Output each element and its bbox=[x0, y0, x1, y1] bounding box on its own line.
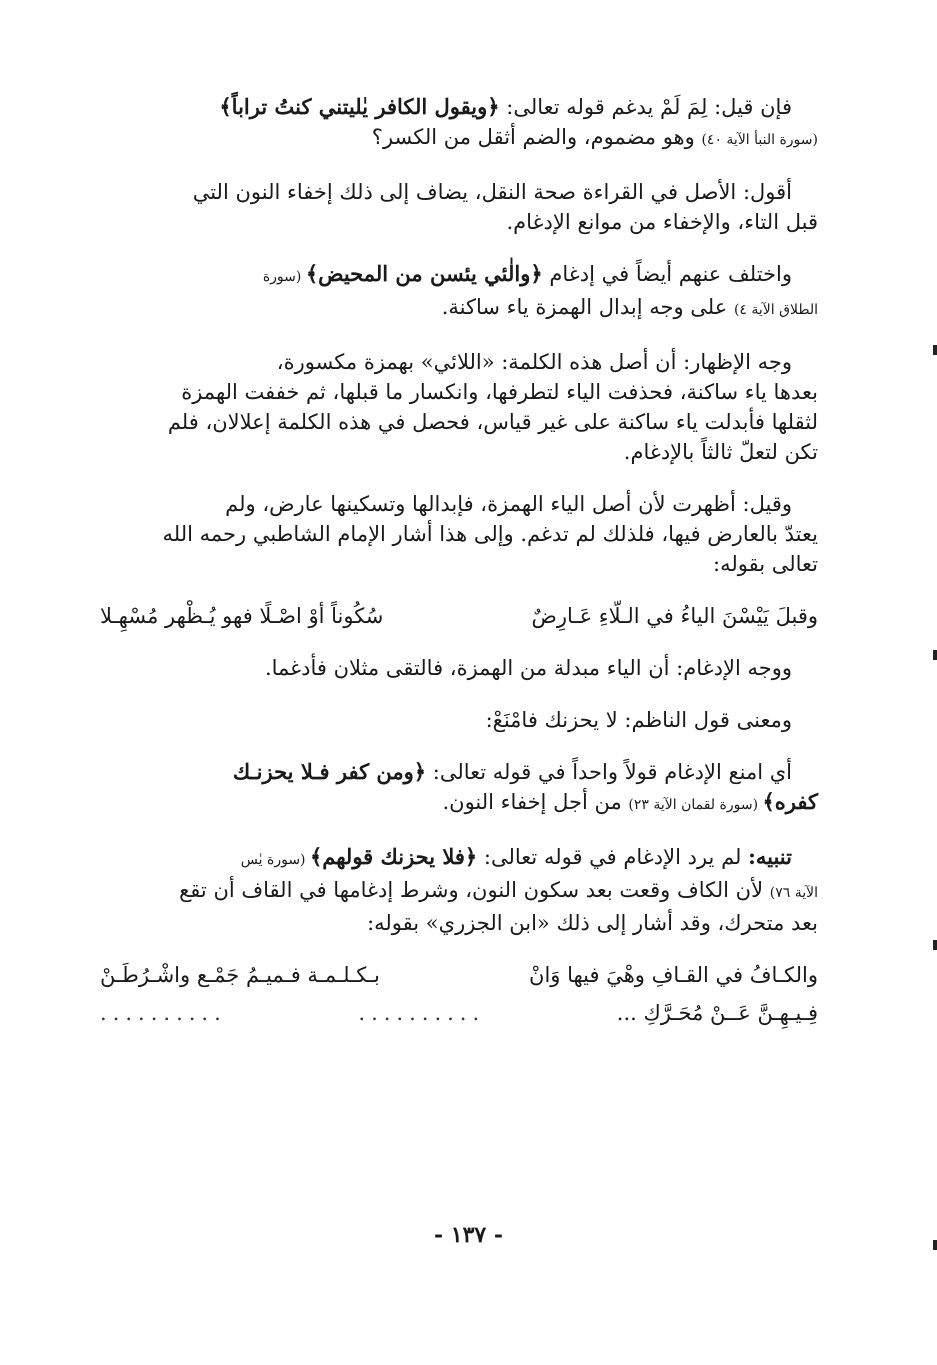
paragraph-4 bbox=[100, 347, 818, 467]
poem-verse-1 bbox=[100, 601, 818, 631]
poem-verse-3 bbox=[100, 998, 818, 1028]
surah-reference: (سورة النبأ الآية ٤٠) bbox=[701, 132, 818, 148]
paragraph-8 bbox=[100, 757, 818, 820]
text: وهو مضموم، والضم أثقل من الكسر؟ bbox=[371, 125, 702, 149]
quran-quote: كفره﴾ bbox=[762, 789, 818, 814]
text: لم يرد الإدغام في قوله تعالى: bbox=[477, 845, 749, 869]
paragraph-7 bbox=[100, 705, 818, 735]
text: قبل التاء، والإخفاء من موانع الإدغام. bbox=[506, 210, 818, 234]
text: لأن الكاف وقعت بعد سكون النون، وشرط إدغامها في القاف أن تقع bbox=[179, 878, 770, 902]
page-number: - ١٣٧ - bbox=[433, 1222, 504, 1248]
quran-quote: ﴿والٰئي يئسن من المحيض﴾ bbox=[305, 261, 543, 286]
verse-first-hemistich: فِـيـهِـنَّ عَــنْ مُحَـرَّكِ ... bbox=[616, 1001, 818, 1025]
paragraph-2 bbox=[100, 177, 818, 237]
verse-second-hemistich: بـكـلـمـة فـميـمُ جَمْـع واشْـرُطَـنْ bbox=[100, 963, 380, 987]
surah-reference: الآية ٧٦) bbox=[769, 885, 818, 901]
text: واختلف عنهم أيضاً في إدغام bbox=[542, 262, 792, 286]
poem-verse-2 bbox=[100, 960, 818, 990]
surah-reference: (سورة يٰس bbox=[240, 852, 310, 868]
page-body bbox=[100, 92, 818, 1028]
text: لثقلها فأبدلت ياء ساكنة على غير قياس، فحصل في هذه الكلمة إعلالان، فلم bbox=[167, 410, 818, 434]
margin-mark bbox=[933, 650, 937, 660]
verse-first-hemistich: والكـافُ في القـافِ وهْيَ فيها وَانْ bbox=[529, 963, 818, 987]
text: وقيل: أظهرت لأن أصل الياء الهمزة، فإبدالها وتسكينها عارض، ولم bbox=[225, 492, 792, 516]
verse-first-hemistich: وقبلَ يَيْسْنَ الياءُ في الـلّاءِ عَـارِضٌ bbox=[531, 604, 818, 628]
paragraph-5 bbox=[100, 489, 818, 579]
paragraph-1 bbox=[100, 92, 818, 155]
text: على وجه إبدال الهمزة ياء ساكنة. bbox=[441, 295, 734, 319]
text: يعتدّ بالعارض فيها، فلذلك لم تدغم. وإلى هذا أشار الإمام الشاطبي رحمه الله bbox=[162, 522, 818, 546]
text: وجه الإظهار: أن أصل هذه الكلمة: «اللائي» بهمزة مكسورة، bbox=[276, 350, 792, 374]
text: أي امنع الإدغام قولاً واحداً في قوله تعالى: bbox=[426, 760, 792, 784]
surah-reference: (سورة لقمان الآية ٢٣) bbox=[628, 797, 763, 813]
quran-quote: ﴿ويقول الكافر يٰليتني كنتُ تراباً﴾ bbox=[219, 94, 500, 119]
surah-reference: الطلاق الآية ٤) bbox=[733, 302, 818, 318]
text: فإن قيل: لِمَ لَمْ يدغم قوله تعالى: bbox=[499, 95, 792, 119]
note-label: تنبيه: bbox=[748, 844, 792, 869]
ellipsis-dots: .......... bbox=[358, 1001, 486, 1025]
text: تكن لتعلّ ثالثاً بالإدغام. bbox=[623, 440, 818, 464]
text: تعالى بقوله: bbox=[713, 552, 818, 576]
text: بعد متحرك، وقد أشار إلى ذلك «ابن الجزري» بقوله: bbox=[367, 911, 818, 935]
paragraph-6 bbox=[100, 653, 818, 683]
margin-mark bbox=[933, 940, 937, 950]
text: من أجل إخفاء النون. bbox=[442, 790, 629, 814]
text: بعدها ياء ساكنة، فحذفت الياء لتطرفها، وانكسار ما قبلها، ثم خففت الهمزة bbox=[181, 380, 818, 404]
text: أقول: الأصل في القراءة صحة النقل، يضاف إلى ذلك إخفاء النون التي bbox=[192, 180, 792, 204]
margin-mark bbox=[933, 345, 937, 355]
paragraph-3 bbox=[100, 259, 818, 325]
paragraph-9 bbox=[100, 842, 818, 938]
verse-second-hemistich: سُكُوناً أوْ اصْـلًا فهو يُـظْهر مُسْهِـلا bbox=[100, 604, 384, 628]
quran-quote: ﴿فلا يحزنك قولهم﴾ bbox=[309, 844, 478, 869]
quran-quote: ﴿ومن كفر فـلا يحزنـك bbox=[232, 759, 427, 784]
ellipsis-dots: .......... bbox=[100, 1001, 227, 1025]
margin-mark bbox=[933, 1240, 937, 1250]
surah-reference: (سورة bbox=[262, 269, 306, 285]
text: ووجه الإدغام: أن الياء مبدلة من الهمزة، فالتقى مثلان فأدغما. bbox=[264, 656, 792, 680]
text: ومعنى قول الناظم: لا يحزنك فامْنَعْ: bbox=[485, 708, 792, 732]
